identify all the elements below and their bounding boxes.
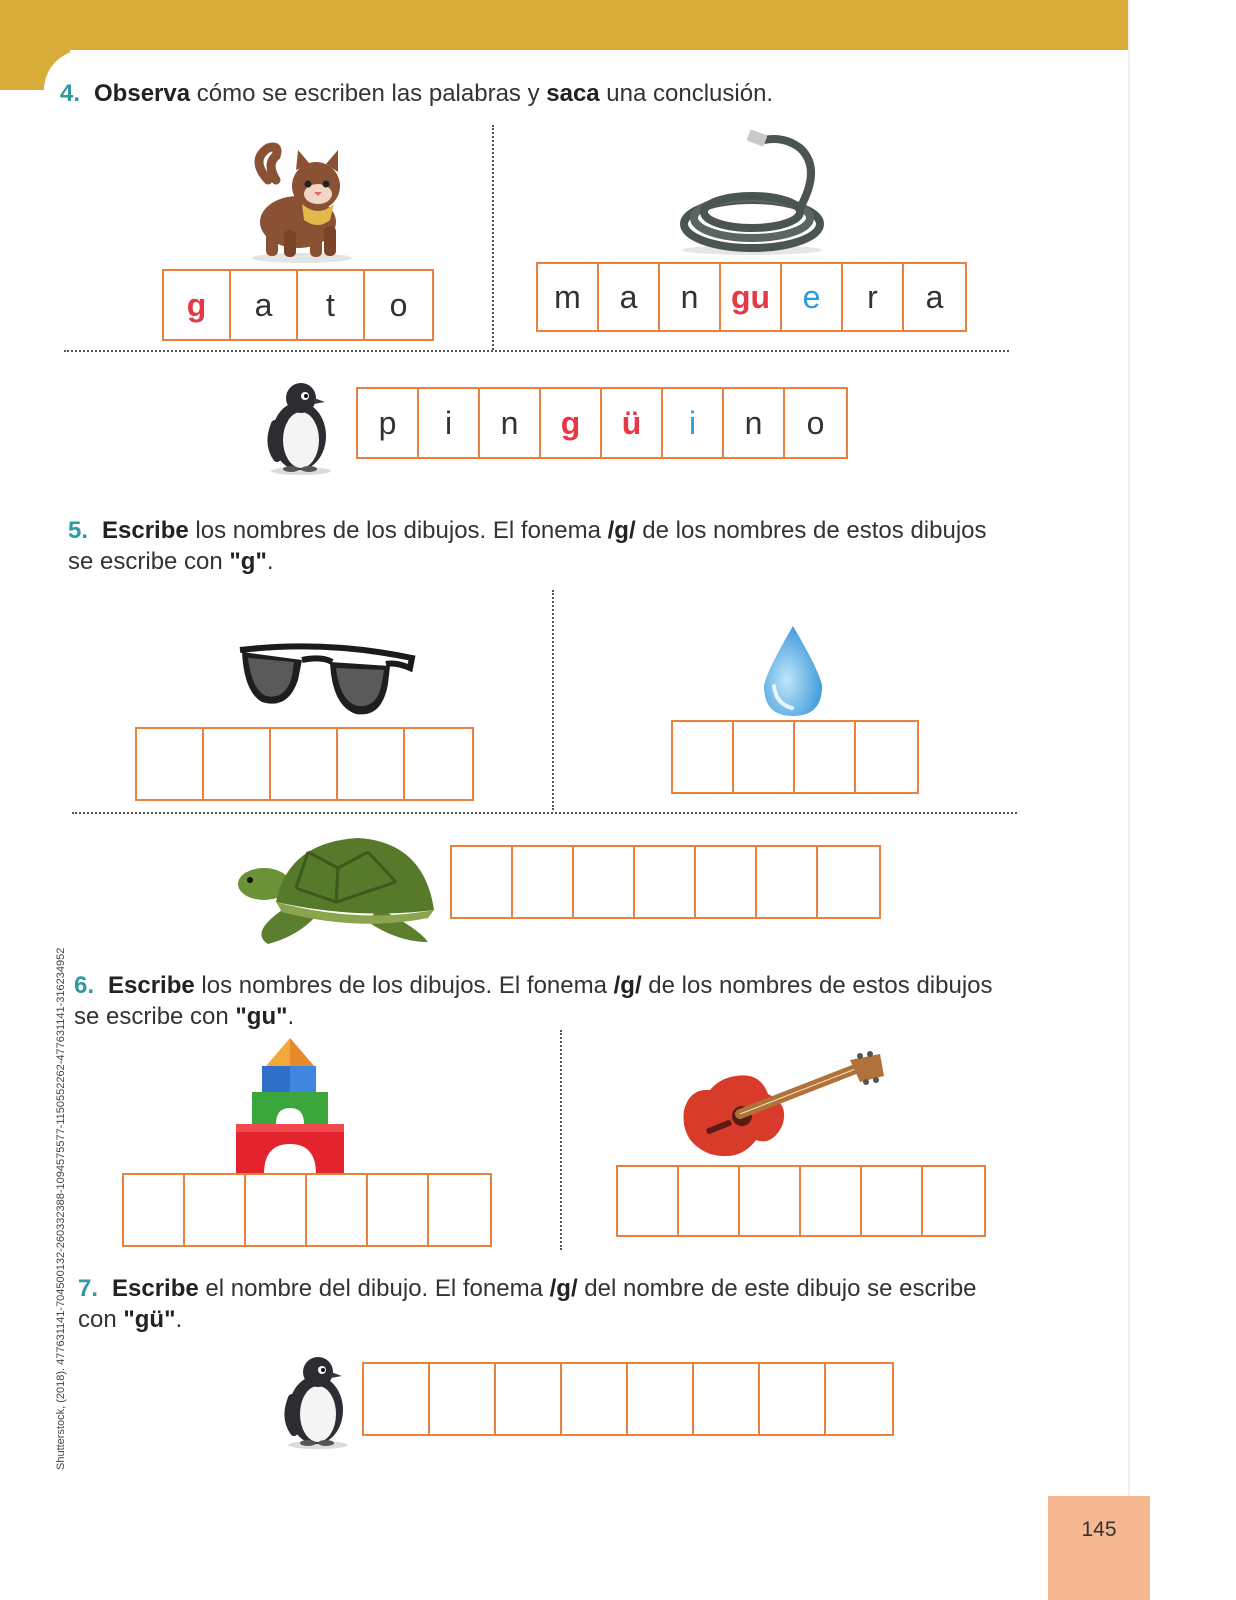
letter-box[interactable]: [246, 1175, 307, 1245]
letter-box[interactable]: [740, 1167, 801, 1235]
sunglasses-icon: [236, 640, 416, 722]
letter-box[interactable]: [679, 1167, 740, 1235]
verb: Escribe: [112, 1275, 199, 1302]
instruction-text: el nombre del dibujo. El fonema: [198, 1275, 550, 1302]
instruction-text: una conclusión.: [599, 80, 774, 107]
page-edge: [1128, 0, 1130, 1600]
letter-box[interactable]: [364, 1364, 430, 1434]
verb: Escribe: [108, 972, 195, 999]
answer-guitarra[interactable]: [616, 1165, 986, 1237]
grapheme: "gü": [123, 1306, 176, 1333]
letter-box[interactable]: [760, 1364, 826, 1434]
letter-box: p: [358, 389, 419, 457]
letter-box[interactable]: [694, 1364, 760, 1434]
answer-juguete[interactable]: [122, 1173, 492, 1247]
blocks-tower-icon: [232, 1036, 348, 1176]
answer-tortuga[interactable]: [450, 845, 881, 919]
divider-vertical: [552, 590, 554, 810]
verb: Observa: [94, 80, 191, 107]
letter-box[interactable]: [204, 729, 271, 799]
letter-box[interactable]: [818, 847, 879, 917]
letter-box: a: [925, 278, 944, 315]
grapheme: "g": [229, 548, 267, 575]
penguin-icon: [265, 378, 335, 476]
letter-box[interactable]: [628, 1364, 694, 1434]
answer-gafas[interactable]: [135, 727, 474, 801]
instruction-text: de los nombres de estos dibujos se escribe con: [68, 517, 987, 575]
instruction-text: .: [266, 548, 274, 575]
image-credit: Shutterstock, (2018). 477631141-704500132-260332388-1094575577-1150552262-477631141-316234952: [55, 947, 67, 1470]
phoneme: /g/: [607, 517, 636, 544]
letter-box[interactable]: [405, 729, 472, 799]
letter-box: i: [663, 389, 724, 457]
letter-box[interactable]: [862, 1167, 923, 1235]
letter-box[interactable]: [513, 847, 574, 917]
letter-box: g: [541, 389, 602, 457]
instruction-text: los nombres de los dibujos. El fonema: [194, 972, 614, 999]
letter-box: n: [660, 264, 721, 330]
letter-box: ü: [602, 389, 663, 457]
letter-box: e: [782, 264, 843, 330]
letter-box: a: [231, 271, 298, 339]
divider-vertical: [560, 1030, 562, 1250]
instruction-text: .: [175, 1306, 183, 1333]
letter-box[interactable]: [430, 1364, 496, 1434]
letter-box[interactable]: [338, 729, 405, 799]
letter-box[interactable]: [271, 729, 338, 799]
letter-box[interactable]: [307, 1175, 368, 1245]
letter-box: g: [164, 271, 231, 339]
word-gato: [162, 269, 434, 341]
word-manguera: [536, 262, 967, 332]
header-band: [0, 0, 1130, 50]
letter-box[interactable]: [635, 847, 696, 917]
divider-horizontal: [64, 350, 1009, 352]
instruction-text: los nombres de los dibujos. El fonema: [188, 517, 608, 544]
letter-box[interactable]: [496, 1364, 562, 1434]
letter-box[interactable]: [562, 1364, 628, 1434]
verb: Escribe: [102, 517, 189, 544]
hose-icon: [672, 128, 832, 258]
letter-box[interactable]: [429, 1175, 490, 1245]
letter-box[interactable]: [923, 1167, 984, 1235]
letter-box: i: [419, 389, 480, 457]
turtle-icon: [228, 832, 438, 946]
divider-vertical: [492, 125, 494, 350]
letter-box[interactable]: [856, 722, 917, 792]
letter-box: a: [599, 264, 660, 330]
letter-box: o: [806, 404, 825, 441]
exercise-5-instruction: [68, 515, 988, 577]
exercise-4-instruction: [60, 78, 1020, 109]
exercise-number: 5.: [68, 517, 89, 544]
instruction-text: cómo se escriben las palabras y: [190, 80, 547, 107]
exercise-number: 7.: [78, 1275, 99, 1302]
letter-box: t: [298, 271, 365, 339]
letter-box: m: [538, 264, 599, 330]
letter-box[interactable]: [801, 1167, 862, 1235]
letter-box[interactable]: [618, 1167, 679, 1235]
answer-agua[interactable]: [671, 720, 919, 794]
phoneme: /g/: [613, 972, 642, 999]
phoneme: /g/: [549, 1275, 578, 1302]
letter-box[interactable]: [826, 1364, 892, 1434]
letter-box[interactable]: [696, 847, 757, 917]
letter-box: n: [480, 389, 541, 457]
penguin-icon: [282, 1352, 352, 1450]
letter-box[interactable]: [452, 847, 513, 917]
letter-box: r: [843, 264, 904, 330]
word-pinguino: [356, 387, 848, 459]
guitar-icon: [680, 1050, 886, 1160]
letter-box: gu: [721, 264, 782, 330]
exercise-6-instruction: [74, 970, 994, 1032]
instruction-text: de los nombres de estos dibujos se escribe con: [74, 972, 993, 1030]
letter-box[interactable]: [574, 847, 635, 917]
instruction-text: .: [287, 1003, 295, 1030]
letter-box[interactable]: [368, 1175, 429, 1245]
letter-box[interactable]: [734, 722, 795, 792]
answer-pinguino[interactable]: [362, 1362, 894, 1436]
exercise-number: 6.: [74, 972, 95, 999]
grapheme: "gu": [235, 1003, 288, 1030]
letter-box: n: [724, 389, 785, 457]
letter-box[interactable]: [795, 722, 856, 792]
letter-box[interactable]: [757, 847, 818, 917]
page-number: 145: [1048, 1496, 1150, 1600]
exercise-7-instruction: [78, 1273, 998, 1335]
exercise-number: 4.: [60, 80, 81, 107]
letter-box[interactable]: [137, 729, 204, 799]
divider-horizontal: [72, 812, 1017, 814]
instruction-text: del nombre de este dibujo se escribe con: [78, 1275, 977, 1333]
letter-box: o: [389, 286, 408, 323]
water-drop-icon: [760, 624, 826, 719]
letter-box[interactable]: [185, 1175, 246, 1245]
letter-box[interactable]: [124, 1175, 185, 1245]
verb: saca: [546, 80, 600, 107]
letter-box[interactable]: [673, 722, 734, 792]
cat-icon: [240, 140, 360, 265]
